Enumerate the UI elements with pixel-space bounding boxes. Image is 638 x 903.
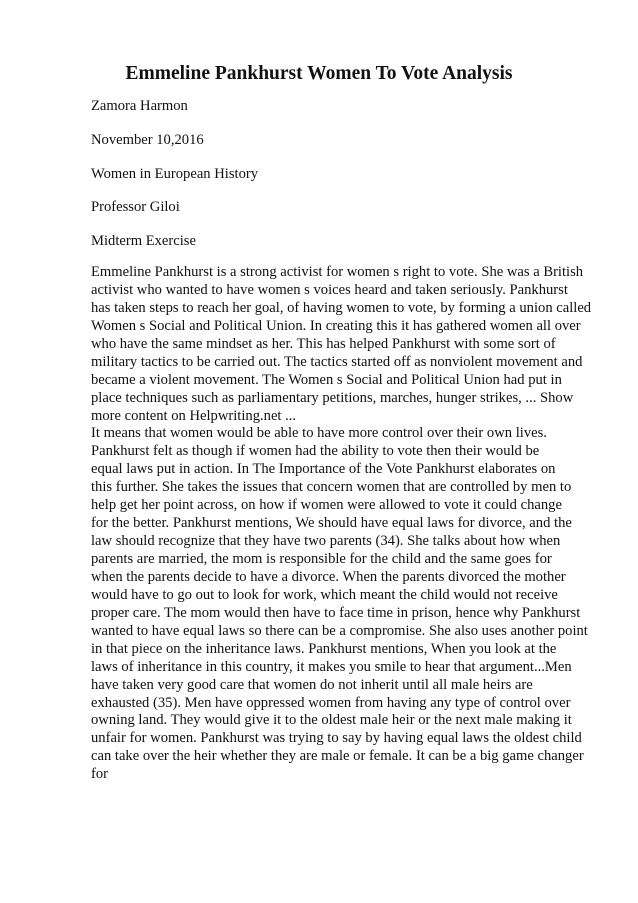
essay-body xyxy=(91,264,601,784)
body-text-line: have taken very good care that women do not inherit until all male heirs are xyxy=(91,676,533,693)
body-text-line: more content on Helpwriting.net ... xyxy=(91,407,297,424)
body-text-line: help get her point across, on how if women were allowed to vote it could change xyxy=(91,497,562,514)
body-text-line: this further. She takes the issues that concern women that are controlled by men to xyxy=(91,479,572,496)
body-text-line: who have the same mindset as her. This has helped Pankhurst with some sort of xyxy=(91,335,556,352)
body-text-line: equal laws put in action. In The Importance of the Vote Pankhurst elaborates on xyxy=(91,461,556,478)
body-text-line: proper care. The mom would then have to face time in prison, hence why Pankhurst xyxy=(91,604,581,621)
body-text-line: Emmeline Pankhurst is a strong activist for women s right to vote. She was a British xyxy=(91,264,584,280)
body-text-line: law should recognize that they have two parents (34). She talks about how when xyxy=(91,533,561,550)
body-text-line: wanted to have equal laws so there can be a compromise. She also uses another point xyxy=(91,622,588,639)
professor-name: Professor Giloi xyxy=(91,199,180,215)
body-text-line: became a violent movement. The Women s Social and Political Union had put in xyxy=(91,371,562,388)
body-text-line: Women s Social and Political Union. In creating this it has gathered women all over xyxy=(91,317,581,334)
body-text-line: for the better. Pankhurst mentions, We should have equal laws for divorce, and the xyxy=(91,515,572,532)
body-text-line: It means that women would be able to have more control over their own lives. xyxy=(91,425,547,442)
body-text-line: for xyxy=(91,766,109,783)
body-text-line: laws of inheritance in this country, it makes you smile to hear that argument...Men xyxy=(91,658,572,675)
body-text-line: unfair for women. Pankhurst was trying to say by having equal laws the oldest child xyxy=(91,730,582,747)
body-text-line: parents are married, the mom is responsible for the child and the same goes for xyxy=(91,551,552,567)
body-text-line: military tactics to be carried out. The tactics started off as nonviolent movement and xyxy=(91,353,583,370)
body-text-line: can take over the heir whether they are male or female. It can be a big game changer xyxy=(91,748,584,765)
document-date: November 10,2016 xyxy=(91,132,204,148)
body-text-line: exhausted (35). Men have oppressed women from having any type of control over xyxy=(91,694,571,711)
body-text-line: Pankhurst felt as though if women had the ability to vote then their would be xyxy=(91,443,540,460)
course-name: Women in European History xyxy=(91,166,259,182)
assignment-name: Midterm Exercise xyxy=(91,233,196,249)
body-text-line: would have to go out to look for work, which meant the child would not receive xyxy=(91,586,558,603)
body-text-line: owning land. They would give it to the oldest male heir or the next male making it xyxy=(91,712,572,729)
body-text-line: when the parents decide to have a divorce. When the parents divorced the mother xyxy=(91,568,566,585)
document-title: Emmeline Pankhurst Women To Vote Analysis xyxy=(125,63,513,84)
body-text-line: has taken steps to reach her goal, of having women to vote, by forming a union called xyxy=(91,299,592,316)
body-text-line: in that piece on the inheritance laws. Pankhurst mentions, When you look at the xyxy=(91,640,557,657)
body-text-line: activist who wanted to have women s voices heard and taken seriously. Pankhurst xyxy=(91,281,568,298)
body-text-line: place techniques such as parliamentary petitions, marches, hunger strikes, ... Show xyxy=(91,389,574,406)
author-name: Zamora Harmon xyxy=(91,98,188,114)
